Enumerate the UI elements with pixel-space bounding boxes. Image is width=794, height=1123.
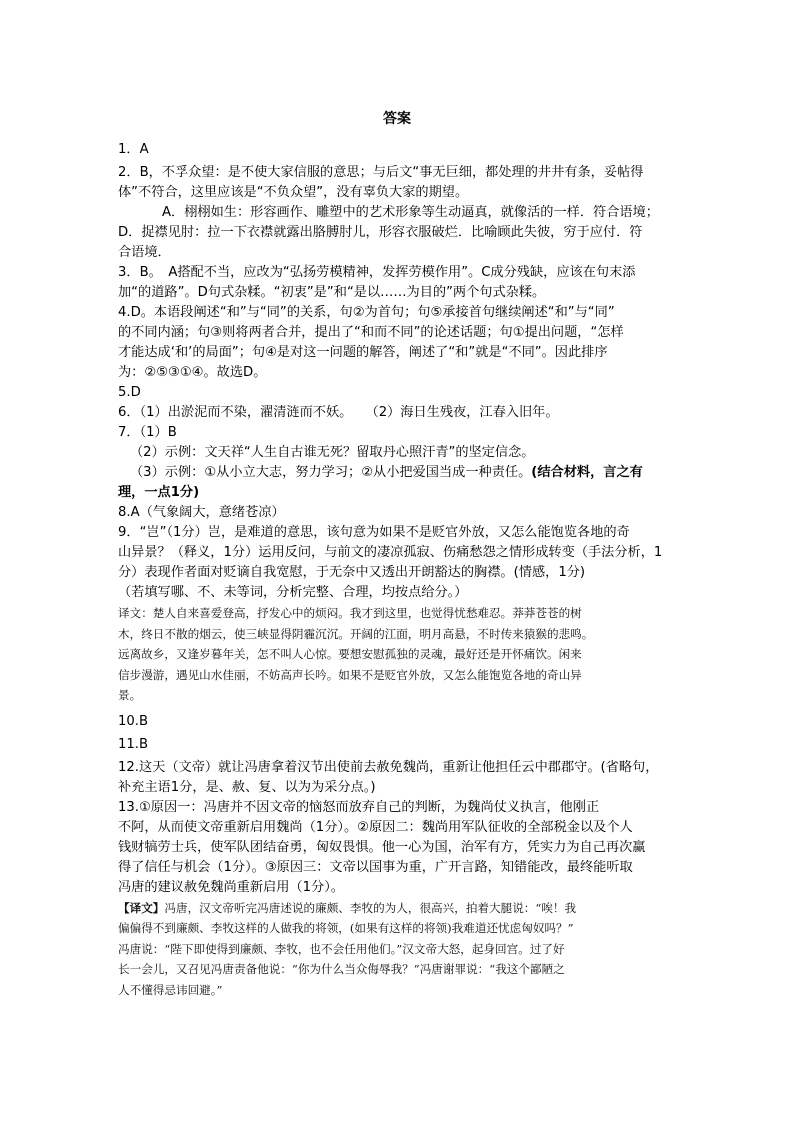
answer-5: 5.D: [118, 385, 141, 400]
answer-1: 1．A: [118, 142, 149, 157]
translation-poem-line: 译文：楚人自来喜爱登高，抒发心中的烦闷。我才到这里，也觉得忧愁难忍。莽莽苍苍的树: [118, 606, 582, 620]
answer-7-3: [118, 463, 678, 483]
answer-9-line: 山异景？（释义，1分）运用反问，与前文的凄凉孤寂、伤痛愁怨之情形成转变（手法分析，1: [118, 545, 663, 560]
answer-2-line: 2．B，不孚众望：是不使大家信服的意思；与后文“事无巨细，都处理的井井有条，妥帖得: [118, 165, 644, 180]
translation-poem-line: 木，终日不散的烟云，使三峡显得阴霾沉沉。开阔的江面，明月高悬，不时传来猿猴的悲鸣。: [118, 626, 594, 641]
answer-13-line: 不阿，从而使文帝重新启用魏尚（1分）。②原因二：魏尚用军队征收的全部税金以及个人: [118, 819, 633, 835]
answer-4-line: 才能达成‘和’的局面”；句④是对这一问题的解答，阐述了“和”就是“不同”。因此排序: [118, 345, 608, 360]
answer-12-line: 补充主语1分，是、赦、复、以为为采分点。): [118, 779, 376, 795]
translation-poem-line: 信步漫游，遇见山水佳丽，不妨高声长吟。如果不是贬官外放，又怎么能饱览各地的奇山异: [118, 667, 582, 682]
answer-13-line: 13.①原因一：冯唐并不因文帝的恼怒而放弃自己的判断，为魏尚仗义执言，他刚正: [118, 799, 600, 815]
answer-13-line: 得了信任与机会（1分）。③原因三：文帝以国事为重，广开言路，知错能改，最终能听取: [118, 859, 633, 875]
translation-prose-line: 人不懂得忌讳回避。”: [118, 982, 223, 997]
answer-7-1: 7．（1）B: [118, 425, 177, 440]
answer-6: 6．（1）出淤泥而不染，濯清涟而不妖。 （2）海日生残夜，江春入旧年。: [118, 405, 559, 420]
answer-9-line: 9．“岂”（1分）岂，是难道的意思，该句意为如果不是贬官外放，又怎么能饱览各地的奇: [118, 525, 630, 540]
answer-9-line: （若填写哪、不、未等词，分析完整、合理，均按点给分。）: [118, 585, 468, 600]
translation-prose-label: 【译文】: [118, 900, 165, 915]
answer-9-line: 分）表现作者面对贬谪自我宽慰，于无奈中又透出开朗豁达的胸襟。(情感，1分): [118, 565, 586, 580]
translation-prose-line: [118, 898, 678, 919]
answer-12-line: 12.这天（文帝）就让冯唐拿着汉节出使前去赦免魏尚，重新让他担任云中郡郡守。(省略句，: [118, 759, 659, 775]
answer-2-line: A．栩栩如生：形容画作、雕塑中的艺术形象等生动逼真，就像活的一样．符合语境；: [162, 205, 659, 220]
answer-11: 11.B: [118, 736, 149, 752]
answer-7-3-text: （3）示例：①从小立大志，努力学习；②从小把爱国当成一种责任。: [130, 465, 532, 480]
answer-4-line: 的不同内涵；句③则将两者合并，提出了“和而不同”的论述话题；句①提出问题，“怎样: [118, 325, 624, 340]
translation-prose-line: 长一会儿，又召见冯唐责备他说：“你为什么当众侮辱我？”冯唐谢罪说：“我这个鄙陋之: [118, 962, 565, 976]
answer-7-3-note: (结合材料，言之有: [531, 465, 643, 480]
page-title: 答案: [383, 111, 411, 127]
answer-2-line: D．捉襟见肘：拉一下衣襟就露出胳膊肘儿，形容衣服破烂．比喻顾此失彼，穷于应付．符: [118, 225, 643, 240]
answer-2-line: 合语境．: [118, 245, 171, 260]
translation-poem-line: 景。: [118, 688, 142, 702]
answer-13-line: 冯唐的建议赦免魏尚重新启用（1分）。: [118, 879, 344, 895]
answer-2-line: 体”不符合，这里应该是“不负众望”，没有辜负大家的期望。: [118, 185, 469, 200]
answer-4-line: 4.D。本语段阐述“和”与“同”的关系，句②为首句；句⑤承接首句继续阐述“和”与“同”: [118, 305, 615, 320]
answer-13-line: 钱财犒劳士兵，使军队团结奋勇，匈奴畏惧。他一心为国，治军有方，凭实力为自己再次赢: [118, 839, 646, 855]
translation-prose-line: 偏偏得不到廉颇、李牧这样的人做我的将领，(如果有这样的将领)我难道还忧虑匈奴吗？”: [118, 921, 574, 935]
answer-7-2: （2）示例：文天祥“人生自古谁无死？留取丹心照汗青”的坚定信念。: [130, 445, 535, 460]
translation-prose-line: 冯唐说：“陛下即使得到廉颇、李牧，也不会任用他们。”汉文帝大怒，起身回宫。过了好: [118, 941, 565, 956]
translation-prose-text: 冯唐，汉文帝听完冯唐述说的廉颇、李牧的为人，很高兴，拍着大腿说：“唉！我: [164, 900, 577, 915]
translation-poem-line: 远离故乡，又逢岁暮年关，怎不叫人心惊。要想安慰孤独的灵魂，最好还是开怀痛饮。闲来: [118, 647, 582, 661]
answer-3-line: 3．B。 A搭配不当，应改为“弘扬劳模精神，发挥劳模作用”。C成分残缺，应该在句末添: [118, 265, 636, 280]
answer-8: 8.A（气象阔大，意绪苍凉）: [118, 505, 285, 520]
answer-7-3-note-cont: 理，一点1分): [118, 485, 200, 500]
answer-content: [118, 140, 678, 1000]
answer-4-line: 为：②⑤③①④。故选D。: [118, 365, 267, 380]
answer-10: 10.B: [118, 713, 149, 729]
answer-3-line: 加“的道路”。D句式杂糅。“初衷”是”和“是以……为目的”两个句式杂糅。: [118, 285, 546, 300]
